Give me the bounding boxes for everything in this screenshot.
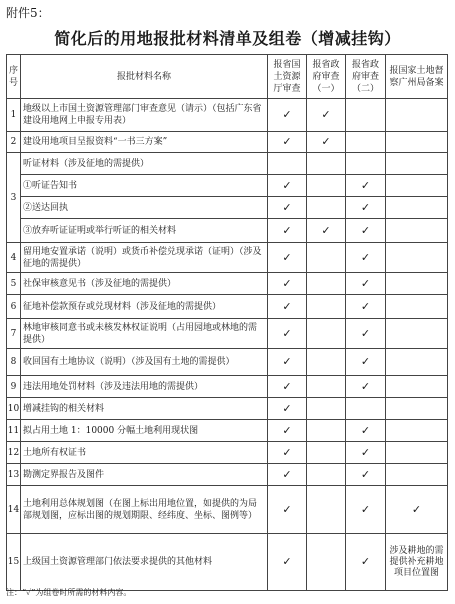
check-mark-icon: ✓ bbox=[346, 486, 386, 534]
row-number: 7 bbox=[7, 319, 21, 349]
materials-table bbox=[6, 54, 448, 591]
empty-cell bbox=[346, 132, 386, 153]
table-header-row bbox=[7, 55, 448, 99]
row-number: 15 bbox=[7, 534, 21, 591]
row-number: 3 bbox=[7, 153, 21, 243]
table-row bbox=[7, 486, 448, 534]
empty-cell bbox=[386, 219, 448, 243]
empty-cell bbox=[268, 153, 307, 175]
material-name: ②送达回执 bbox=[21, 197, 268, 219]
table-row bbox=[7, 442, 448, 464]
empty-cell bbox=[386, 132, 448, 153]
table-row bbox=[7, 197, 448, 219]
table-row bbox=[7, 398, 448, 420]
empty-cell bbox=[307, 376, 346, 398]
table-row bbox=[7, 175, 448, 197]
check-mark-icon: ✓ bbox=[268, 197, 307, 219]
empty-cell bbox=[386, 398, 448, 420]
material-name: 增减挂钩的相关材料 bbox=[21, 398, 268, 420]
header-guangzhou-filing: 报国家土地督察广州局备案 bbox=[386, 55, 448, 99]
check-mark-icon: ✓ bbox=[268, 243, 307, 273]
attachment-label: 附件5： bbox=[6, 6, 50, 20]
check-mark-icon: ✓ bbox=[268, 420, 307, 442]
check-mark-icon: ✓ bbox=[346, 243, 386, 273]
check-mark-icon: ✓ bbox=[346, 219, 386, 243]
check-mark-icon: ✓ bbox=[307, 99, 346, 132]
empty-cell bbox=[386, 243, 448, 273]
empty-cell bbox=[346, 398, 386, 420]
table-row bbox=[7, 219, 448, 243]
check-mark-icon: ✓ bbox=[268, 349, 307, 376]
empty-cell bbox=[307, 243, 346, 273]
material-name: 林地审核同意书或未核发林权证说明（占用园地或林地的需提供） bbox=[21, 319, 268, 349]
table-row bbox=[7, 349, 448, 376]
check-mark-icon: ✓ bbox=[268, 99, 307, 132]
check-mark-icon: ✓ bbox=[307, 132, 346, 153]
check-mark-icon: ✓ bbox=[268, 132, 307, 153]
empty-cell bbox=[386, 319, 448, 349]
empty-cell bbox=[346, 153, 386, 175]
material-name: ①听证告知书 bbox=[21, 175, 268, 197]
empty-cell bbox=[307, 197, 346, 219]
table-row bbox=[7, 464, 448, 486]
row-number: 9 bbox=[7, 376, 21, 398]
check-mark-icon: ✓ bbox=[386, 486, 448, 534]
table-row bbox=[7, 153, 448, 175]
empty-cell bbox=[307, 420, 346, 442]
table-row bbox=[7, 99, 448, 132]
empty-cell bbox=[386, 273, 448, 295]
table-row bbox=[7, 273, 448, 295]
header-provincial-gov-2: 报省政府审查（二） bbox=[346, 55, 386, 99]
empty-cell bbox=[386, 99, 448, 132]
empty-cell bbox=[307, 398, 346, 420]
row-number: 12 bbox=[7, 442, 21, 464]
empty-cell bbox=[307, 486, 346, 534]
empty-cell bbox=[386, 153, 448, 175]
material-name: 社保审核意见书（涉及征地的需提供） bbox=[21, 273, 268, 295]
row-number: 14 bbox=[7, 486, 21, 534]
empty-cell bbox=[307, 175, 346, 197]
row-number: 13 bbox=[7, 464, 21, 486]
check-mark-icon: ✓ bbox=[268, 175, 307, 197]
check-mark-icon: ✓ bbox=[346, 376, 386, 398]
material-name: 留用地安置承诺（说明）或货币补偿兑现承诺（证明）（涉及征地的需提供） bbox=[21, 243, 268, 273]
material-name: 收回国有土地协议（说明）（涉及国有土地的需提供） bbox=[21, 349, 268, 376]
header-seq: 序号 bbox=[7, 55, 21, 99]
check-mark-icon: ✓ bbox=[346, 534, 386, 591]
row-number: 6 bbox=[7, 295, 21, 319]
check-mark-icon: ✓ bbox=[268, 464, 307, 486]
empty-cell bbox=[307, 442, 346, 464]
empty-cell bbox=[386, 464, 448, 486]
check-mark-icon: ✓ bbox=[346, 349, 386, 376]
check-mark-icon: ✓ bbox=[346, 295, 386, 319]
empty-cell bbox=[386, 197, 448, 219]
empty-cell bbox=[346, 99, 386, 132]
row-number: 2 bbox=[7, 132, 21, 153]
material-name: 违法用地处罚材料（涉及违法用地的需提供） bbox=[21, 376, 268, 398]
empty-cell bbox=[386, 349, 448, 376]
row-number: 4 bbox=[7, 243, 21, 273]
header-material: 报批材料名称 bbox=[21, 55, 268, 99]
page-title: 简化后的用地报批材料清单及组卷（增减挂钩） bbox=[54, 29, 401, 48]
check-mark-icon: ✓ bbox=[268, 376, 307, 398]
table-row bbox=[7, 376, 448, 398]
check-mark-icon: ✓ bbox=[346, 442, 386, 464]
material-name: 土地所有权证书 bbox=[21, 442, 268, 464]
empty-cell bbox=[307, 349, 346, 376]
check-mark-icon: ✓ bbox=[268, 442, 307, 464]
check-mark-icon: ✓ bbox=[346, 175, 386, 197]
empty-cell bbox=[386, 175, 448, 197]
row-number: 1 bbox=[7, 99, 21, 132]
empty-cell bbox=[307, 295, 346, 319]
empty-cell bbox=[307, 534, 346, 591]
table-row bbox=[7, 243, 448, 273]
empty-cell bbox=[307, 153, 346, 175]
empty-cell bbox=[386, 442, 448, 464]
empty-cell bbox=[386, 376, 448, 398]
check-mark-icon: ✓ bbox=[346, 273, 386, 295]
footnote: 注：“✓”为组卷时所需的材料内容。 bbox=[6, 588, 132, 597]
row-number: 10 bbox=[7, 398, 21, 420]
table-row bbox=[7, 319, 448, 349]
empty-cell bbox=[307, 319, 346, 349]
empty-cell bbox=[307, 273, 346, 295]
material-name: 上级国土资源管理部门依法要求提供的其他材料 bbox=[21, 534, 268, 591]
material-name: 拟占用土地 1：10000 分幅土地利用现状图 bbox=[21, 420, 268, 442]
table-row bbox=[7, 295, 448, 319]
row-number: 8 bbox=[7, 349, 21, 376]
check-mark-icon: ✓ bbox=[346, 420, 386, 442]
check-mark-icon: ✓ bbox=[268, 319, 307, 349]
check-mark-icon: ✓ bbox=[268, 219, 307, 243]
check-mark-icon: ✓ bbox=[346, 319, 386, 349]
material-name: 征地补偿款预存或兑现材料（涉及征地的需提供） bbox=[21, 295, 268, 319]
check-mark-icon: ✓ bbox=[346, 464, 386, 486]
check-mark-icon: ✓ bbox=[346, 197, 386, 219]
material-name: 土地利用总体规划图（在图上标出用地位置，如提供的为局部规划图，应标出图的规划期限、经纬度、坐标、图例等） bbox=[21, 486, 268, 534]
check-mark-icon: ✓ bbox=[268, 486, 307, 534]
check-mark-icon: ✓ bbox=[307, 219, 346, 243]
empty-cell bbox=[307, 464, 346, 486]
material-name: 建设用地项目呈报资料“一书三方案” bbox=[21, 132, 268, 153]
empty-cell bbox=[386, 295, 448, 319]
material-name: ③放弃听证证明或举行听证的相关材料 bbox=[21, 219, 268, 243]
material-name: 听证材料（涉及征地的需提供） bbox=[21, 153, 268, 175]
check-mark-icon: ✓ bbox=[268, 534, 307, 591]
table-row bbox=[7, 132, 448, 153]
row-number: 5 bbox=[7, 273, 21, 295]
table-row bbox=[7, 420, 448, 442]
check-mark-icon: ✓ bbox=[268, 273, 307, 295]
filing-note: 涉及耕地的需提供补充耕地项目位置图 bbox=[386, 534, 448, 591]
material-name: 地级以上市国土资源管理部门审查意见（请示）（包括广东省建设用地网上申报专用表） bbox=[21, 99, 268, 132]
empty-cell bbox=[386, 420, 448, 442]
header-provincial-dept: 报省国土资源厅审查 bbox=[268, 55, 307, 99]
table-row bbox=[7, 534, 448, 591]
check-mark-icon: ✓ bbox=[268, 295, 307, 319]
check-mark-icon: ✓ bbox=[268, 398, 307, 420]
material-name: 勘测定界报告及图件 bbox=[21, 464, 268, 486]
header-provincial-gov-1: 报省政府审查（一） bbox=[307, 55, 346, 99]
row-number: 11 bbox=[7, 420, 21, 442]
